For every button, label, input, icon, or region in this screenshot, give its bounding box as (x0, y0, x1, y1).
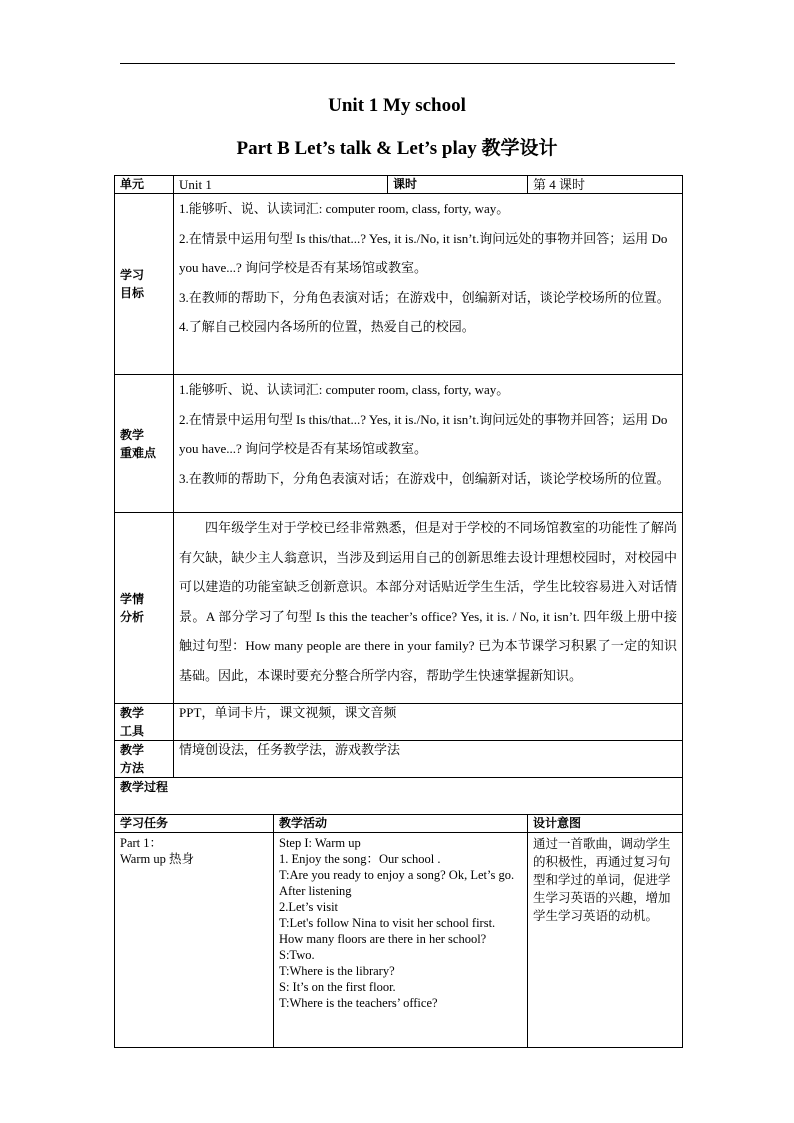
unit-value: Unit 1 (174, 176, 388, 194)
lesson-plan-table (114, 175, 683, 1048)
part1-task: Part 1： Warm up 热身 (115, 833, 274, 1048)
methods-label: 教学 方法 (115, 741, 174, 778)
process-label: 教学过程 (115, 778, 683, 815)
methods-row (115, 741, 683, 778)
key-points-content (174, 375, 683, 513)
period-value: 第 4 课时 (528, 176, 683, 194)
analysis-text: 四年级学生对于学校已经非常熟悉，但是对于学校的不同场馆教室的功能性了解尚有欠缺，缺少主人翁意识，当涉及到运用自己的创新思维去设计理想校园时，对校园中可以建造的功能室缺乏创新意识。本部分对话贴近学生生活，学生比较容易进入对话情景。A 部分学习了句型 Is this the teacher’s office? Yes, it is. / No, it isn’t. 四年级上册中接触过句型：How many people are there in your family? 已为本节课学习积累了一定的知识基础。因此，本课时要充分整合所学内容，帮助学生快速掌握新知识。 (179, 520, 677, 683)
tools-text: PPT，单词卡片，课文视频，课文音频 (174, 704, 683, 741)
process-header-row (115, 815, 683, 833)
goals-row (115, 194, 683, 375)
goal-item: 1.能够听、说、认读词汇: computer room, class, forty, way。 (179, 201, 510, 216)
analysis-row (115, 513, 683, 704)
part1-activity: Step I: Warm up 1. Enjoy the song：Our school . T:Are you ready to enjoy a song? Ok, Let’s go. After listening 2.Let’s visit T:Let's follow Nina to visit her school first. How many floors are there in her school? S:Two. T:Where is the library? S: It’s on the first floor. T:Where is the teachers’ office? (274, 833, 528, 1048)
methods-text: 情境创设法，任务教学法，游戏教学法 (174, 741, 683, 778)
goals-label: 学习 目标 (115, 194, 174, 375)
unit-label: 单元 (115, 176, 174, 194)
col-task-header: 学习任务 (115, 815, 274, 833)
header-rule (120, 63, 675, 64)
goal-item: 3.在教师的帮助下，分角色表演对话；在游戏中，创编新对话，谈论学校场所的位置。 (179, 289, 670, 305)
goal-item: 2.在情景中运用句型 Is this/that...? Yes, it is./No, it isn’t.询问远处的事物并回答；运用 Do you have...? 询问学校是否有某场馆或教室。 (179, 230, 668, 275)
key-points-row (115, 375, 683, 513)
part1-intent: 通过一首歌曲，调动学生的积极性，再通过复习句型和学过的单词，促进学生学习英语的兴趣，增加学生学习英语的动机。 (528, 833, 683, 1048)
col-intent-header: 设计意图 (528, 815, 683, 833)
key-points-label: 教学 重难点 (115, 375, 174, 513)
key-point-item: 2.在情景中运用句型 Is this/that...? Yes, it is./No, it isn’t.询问远处的事物并回答；运用 Do you have...? 询问学校是否有某场馆或教室。 (179, 411, 668, 456)
tools-row (115, 704, 683, 741)
page-title: Unit 1 My school (328, 95, 466, 116)
analysis-content (174, 513, 683, 704)
process-part1-row (115, 833, 683, 1048)
period-label: 课时 (388, 176, 528, 194)
page-subtitle: Part B Let’s talk & Let’s play 教学设计 (236, 138, 558, 159)
tools-label: 教学 工具 (115, 704, 174, 741)
process-row (115, 778, 683, 815)
info-row (115, 176, 683, 194)
col-activity-header: 教学活动 (274, 815, 528, 833)
analysis-label: 学情 分析 (115, 513, 174, 704)
key-point-item: 3.在教师的帮助下，分角色表演对话；在游戏中，创编新对话，谈论学校场所的位置。 (179, 470, 670, 486)
goals-content (174, 194, 683, 375)
key-point-item: 1.能够听、说、认读词汇: computer room, class, forty, way。 (179, 382, 510, 397)
goal-item: 4.了解自己校园内各场所的位置，热爱自己的校园。 (179, 319, 475, 334)
